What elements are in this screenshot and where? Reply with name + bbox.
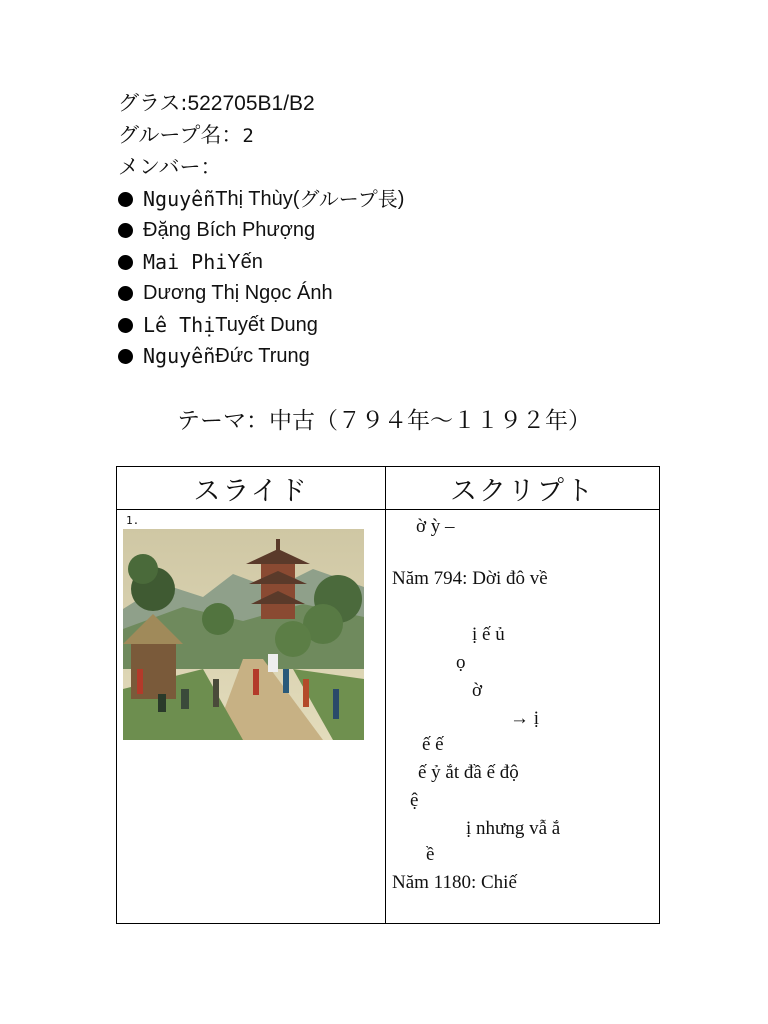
member-name-a: Nguyễn [143, 344, 216, 368]
theme-title: テーマ：中古（７９４年～１１９２年） [177, 408, 591, 434]
member-name-b: Yến [227, 250, 263, 273]
town-pagoda-illustration [123, 529, 364, 740]
class-label: グラス: [118, 91, 188, 115]
bullet-icon [118, 349, 133, 364]
group-label: グループ名： [118, 122, 243, 147]
member-item [118, 215, 404, 247]
bullet-icon [118, 286, 133, 301]
col-header-script: スクリプト [386, 467, 660, 510]
member-role: グループ長 [299, 186, 398, 211]
script-line: ệ [410, 790, 419, 811]
script-line: ờ ỳ – [416, 516, 455, 537]
member-item [118, 310, 404, 342]
header-block [118, 88, 404, 373]
members-label: メンバー： [118, 155, 222, 179]
script-text [386, 510, 659, 914]
class-value: 522705B1/B2 [187, 92, 315, 115]
col-header-slide: スライド [117, 467, 386, 510]
bullet-icon [118, 223, 133, 238]
script-line: ế ế [422, 734, 444, 755]
member-item [118, 278, 404, 310]
member-list [118, 184, 404, 373]
member-role-close: ) [397, 187, 405, 210]
member-item [118, 341, 404, 373]
member-name-b: Tuyết Dung [215, 313, 318, 336]
script-line: ờ [472, 680, 483, 701]
script-line: ị nhưng vẫ ắ [466, 818, 561, 839]
script-line: ọ [456, 652, 466, 673]
bullet-icon [118, 318, 133, 333]
member-name-a: Lê Thị [143, 312, 216, 337]
bullet-icon [118, 192, 133, 207]
member-name-b: Đức Trung [215, 345, 310, 367]
script-line: → ị [510, 708, 540, 729]
script-line: ề [426, 844, 435, 865]
group-line [118, 120, 404, 153]
member-item [118, 184, 404, 216]
script-line: Năm 1180: Chiế [392, 872, 517, 893]
script-cell [386, 510, 660, 924]
script-line: ị ế ủ [472, 624, 505, 645]
class-line [118, 88, 404, 120]
member-name-b: Thị Thùy( [215, 187, 300, 210]
member-name-a: Mai Phi [143, 249, 228, 274]
slide-script-table [116, 466, 660, 924]
script-line: ế ỷ ắt đầ ế độ [418, 762, 519, 783]
bullet-icon [118, 255, 133, 270]
group-value: 2 [242, 124, 254, 147]
slide-cell [117, 510, 386, 924]
row-number: 1. [126, 514, 140, 527]
script-line: Năm 794: Dời đô về [392, 568, 548, 589]
member-name-a: Nguyễn [143, 186, 216, 211]
member-item [118, 247, 404, 279]
member-name: Đặng Bích Phượng [143, 219, 316, 241]
member-name: Dương Thị Ngọc Ánh [143, 282, 333, 304]
